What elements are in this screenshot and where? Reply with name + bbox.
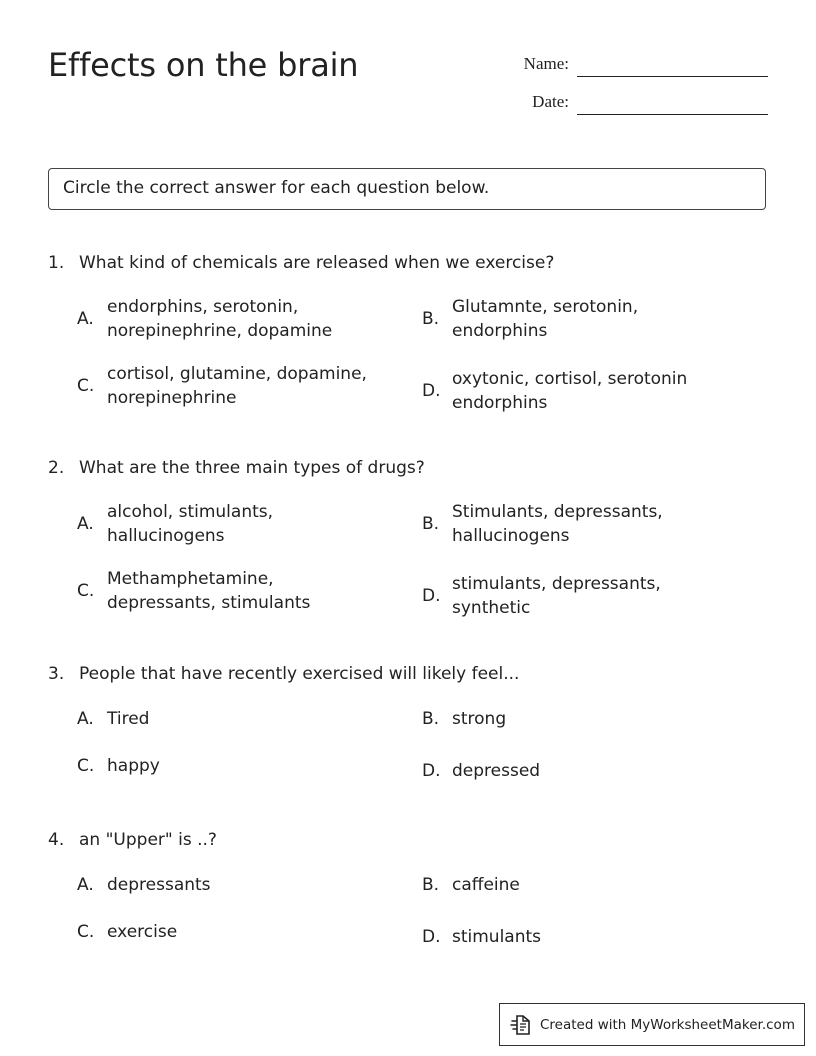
question-text: What kind of chemicals are released when we exercise? — [79, 253, 555, 273]
option-d[interactable] — [422, 759, 732, 783]
question-number: 4. — [48, 830, 65, 850]
footer-text: Created with MyWorksheetMaker.com — [540, 1016, 795, 1033]
option-letter: D. — [422, 761, 441, 781]
option-b[interactable] — [422, 873, 732, 897]
name-field-row — [500, 54, 768, 78]
date-label: Date: — [532, 92, 569, 111]
worksheet-maker-logo-icon — [510, 1012, 536, 1038]
option-text: Glutamnte, serotonin, endorphins — [452, 297, 639, 341]
question-number: 3. — [48, 664, 65, 684]
option-text: exercise — [107, 922, 178, 942]
option-letter: A. — [77, 709, 94, 729]
date-field-row — [500, 92, 768, 116]
option-letter: A. — [77, 309, 94, 329]
option-a[interactable] — [77, 500, 387, 548]
option-letter: B. — [422, 309, 440, 329]
option-c[interactable] — [77, 567, 387, 615]
option-c[interactable] — [77, 362, 387, 410]
option-a[interactable] — [77, 707, 387, 731]
date-input-line[interactable] — [577, 114, 768, 115]
option-d[interactable] — [422, 367, 732, 415]
option-b[interactable] — [422, 500, 732, 548]
created-with-badge[interactable] — [499, 1003, 805, 1046]
option-letter: B. — [422, 709, 440, 729]
option-text: happy — [107, 756, 160, 776]
question-text: What are the three main types of drugs? — [79, 458, 425, 478]
option-text: Methamphetamine, depressants, stimulants — [107, 569, 311, 613]
option-letter: B. — [422, 514, 440, 534]
option-text: strong — [452, 709, 507, 729]
option-text: caffeine — [452, 875, 520, 895]
option-a[interactable] — [77, 873, 387, 897]
option-text: depressed — [452, 761, 541, 781]
option-c[interactable] — [77, 920, 387, 944]
option-text: oxytonic, cortisol, serotonin endorphins — [452, 369, 688, 413]
option-text: depressants — [107, 875, 211, 895]
name-label: Name: — [523, 54, 569, 73]
option-letter: C. — [77, 581, 95, 601]
option-letter: D. — [422, 381, 441, 401]
option-d[interactable] — [422, 925, 732, 949]
option-letter: D. — [422, 927, 441, 947]
option-text: stimulants, depressants, synthetic — [452, 574, 661, 618]
option-letter: C. — [77, 756, 95, 776]
question-number: 1. — [48, 253, 65, 273]
option-letter: D. — [422, 586, 441, 606]
option-letter: C. — [77, 376, 95, 396]
option-b[interactable] — [422, 295, 732, 343]
option-letter: C. — [77, 922, 95, 942]
option-letter: A. — [77, 875, 94, 895]
worksheet-title: Effects on the brain — [48, 46, 359, 84]
option-letter: B. — [422, 875, 440, 895]
question-text: People that have recently exercised will likely feel... — [79, 664, 520, 684]
option-text: Stimulants, depressants, hallucinogens — [452, 502, 663, 546]
option-a[interactable] — [77, 295, 387, 343]
instructions-text: Circle the correct answer for each question below. — [63, 178, 490, 198]
name-input-line[interactable] — [577, 76, 768, 77]
option-c[interactable] — [77, 754, 387, 778]
option-text: alcohol, stimulants, hallucinogens — [107, 502, 274, 546]
instructions-box — [48, 168, 766, 210]
option-text: stimulants — [452, 927, 542, 947]
question-text: an "Upper" is ..? — [79, 830, 217, 850]
option-text: endorphins, serotonin, norepinephrine, dopamine — [107, 297, 333, 341]
question-number: 2. — [48, 458, 65, 478]
option-b[interactable] — [422, 707, 732, 731]
option-letter: A. — [77, 514, 94, 534]
option-text: Tired — [107, 709, 150, 729]
option-text: cortisol, glutamine, dopamine, norepinephrine — [107, 364, 367, 408]
option-d[interactable] — [422, 572, 732, 620]
